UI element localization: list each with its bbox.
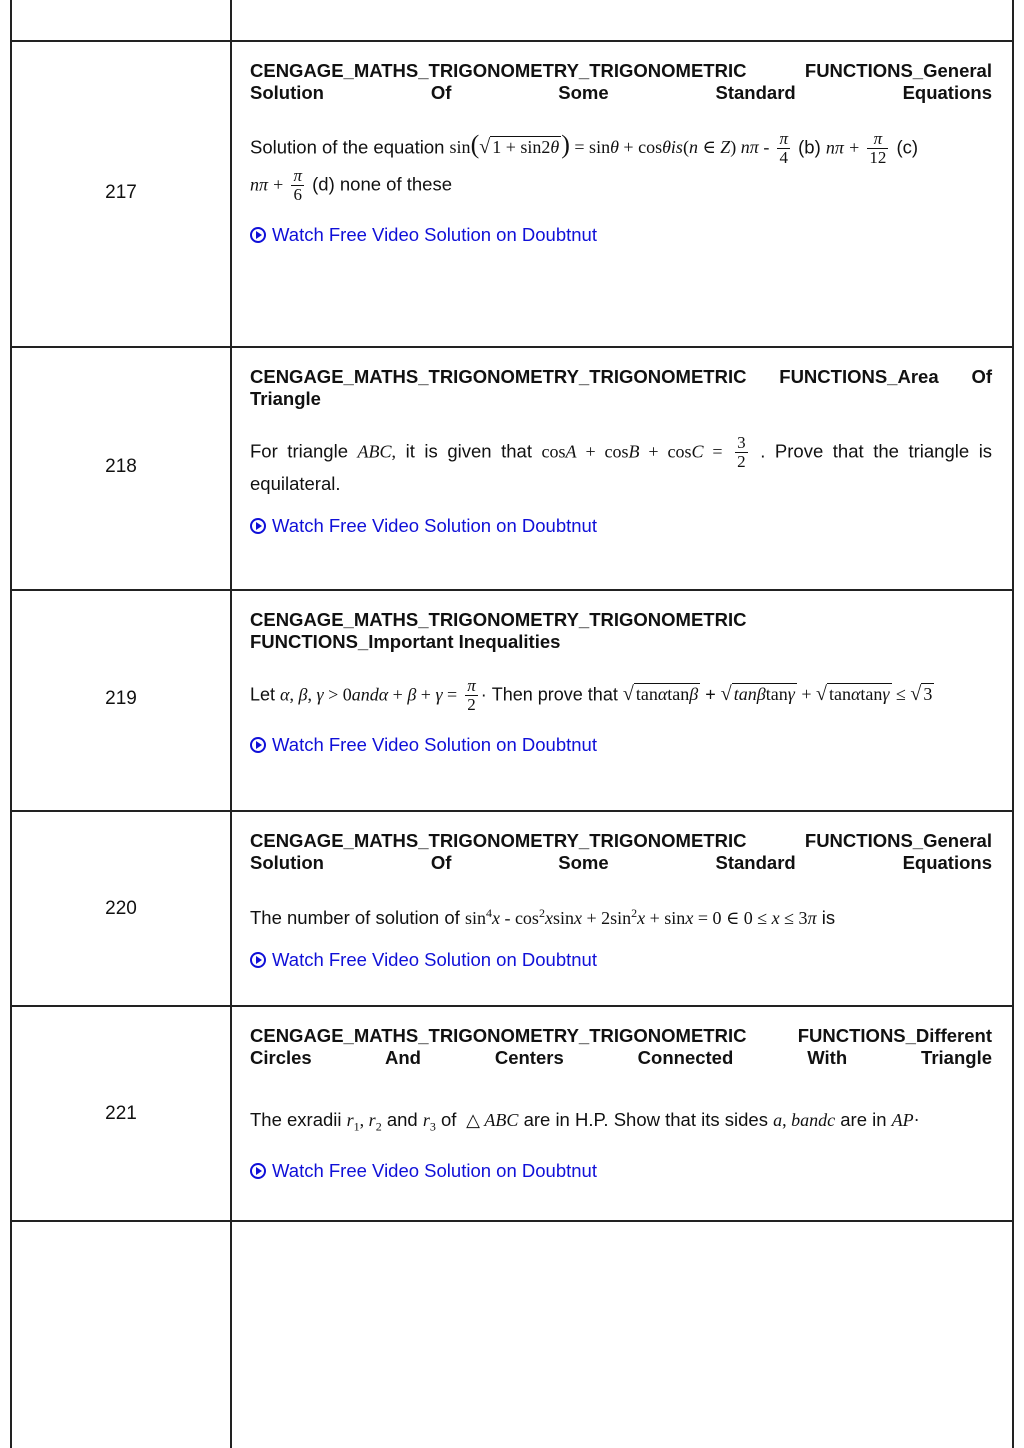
- math-fraction: $\frac{\pi}{6}$: [293, 166, 302, 204]
- math-fraction: $\frac{\pi}{4}$: [779, 129, 788, 167]
- option-c-label: (c): [896, 136, 919, 158]
- question-number: 218: [105, 456, 137, 477]
- question-cell: [250, 366, 992, 537]
- math-fraction: $\frac{\pi}{2}$: [467, 676, 476, 714]
- math-expression: AP·: [891, 1110, 920, 1130]
- question-lead: The exradii: [250, 1109, 342, 1130]
- question-cell: [250, 830, 992, 971]
- table-border-right: [1012, 0, 1014, 1448]
- question-of: of: [441, 1109, 457, 1130]
- table-row: [12, 42, 1012, 346]
- question-lead: Solution of the equation: [250, 136, 445, 158]
- math-expression: ABC: [357, 441, 392, 462]
- watch-video-link[interactable]: [250, 224, 992, 246]
- question-tail: . Prove that the triangle is equilateral.: [250, 440, 993, 494]
- question-mid: are in H.P. Show that its sides: [523, 1109, 768, 1130]
- math-expression: sin(√ 1 + sin2θ) = sinθ + cosθis(n ∈ Z) nπ -: [449, 130, 770, 160]
- question-mid: it is given that: [405, 440, 532, 462]
- table-row: [12, 812, 1012, 1005]
- option-b-label: (b): [798, 136, 821, 158]
- watch-video-label: Watch Free Video Solution on Doubtnut: [272, 224, 597, 245]
- math-expression: √ tanβtanγ + √ tanαtanγ ≤ √ 3: [720, 683, 933, 706]
- watch-video-label: Watch Free Video Solution on Doubtnut: [272, 949, 597, 970]
- question-number: 217: [105, 182, 137, 203]
- math-expression: α, β, γ > 0andα + β + γ =: [280, 684, 458, 705]
- watch-video-link[interactable]: [250, 515, 992, 537]
- question-text: For triangle ABC, it is given that cosA + cosB + cosC = $\frac{3}{2}$ . Prove that the triangle is equilateral.: [250, 433, 993, 494]
- question-text: [250, 900, 992, 931]
- question-text: [250, 1107, 992, 1140]
- table-row: [12, 348, 1012, 589]
- math-expression: $r_3$: [422, 1110, 436, 1134]
- play-circle-icon: [250, 518, 266, 534]
- math-expression: $\sin^4x - \cos^2xsinx + 2\sin^2x + \sin x = 0$ ∈ 0 ≤ x ≤ 3π: [464, 906, 817, 928]
- math-expression: nπ: [825, 137, 844, 158]
- question-title: CENGAGE_MATHS_TRIGONOMETRY_TRIGONOMETRIC FUNCTIONS_Important Inequalities: [250, 609, 747, 652]
- math-expression: $r_1$, $r_2$: [346, 1110, 382, 1134]
- play-circle-icon: [250, 737, 266, 753]
- question-lead: Let: [250, 684, 276, 705]
- question-number: 219: [105, 688, 137, 709]
- math-expression: √ tanαtanβ: [622, 683, 699, 706]
- question-cell: [250, 1025, 992, 1182]
- math-expression: a, bandc: [773, 1110, 836, 1130]
- math-expression: △ ABC: [461, 1110, 519, 1130]
- question-lead: The number of solution of: [250, 907, 460, 928]
- question-title: CENGAGE_MATHS_TRIGONOMETRY_TRIGONOMETRIC FUNCTIONS_General Solution Of Some Standard Equations: [250, 830, 992, 873]
- play-circle-icon: [250, 227, 266, 243]
- row-divider: [10, 1220, 1014, 1222]
- watch-video-link[interactable]: [250, 949, 992, 971]
- math-fraction: $\frac{3}{2}$: [737, 433, 746, 471]
- play-circle-icon: [250, 952, 266, 968]
- question-lead: For triangle: [250, 440, 348, 462]
- question-title: CENGAGE_MATHS_TRIGONOMETRY_TRIGONOMETRIC FUNCTIONS_Different Circles And Centers Connected With Triangle: [250, 1025, 992, 1068]
- watch-video-label: Watch Free Video Solution on Doubtnut: [272, 515, 597, 536]
- question-title: CENGAGE_MATHS_TRIGONOMETRY_TRIGONOMETRIC FUNCTIONS_General Solution Of Some Standard Equations: [250, 60, 992, 103]
- watch-video-link[interactable]: [250, 1160, 992, 1182]
- question-tail: is: [821, 907, 836, 928]
- question-number: 220: [105, 898, 137, 919]
- table-row: [12, 591, 1012, 810]
- math-fraction: $\frac{\pi}{12}$: [869, 129, 887, 167]
- question-and: and: [386, 1109, 418, 1130]
- question-number: 221: [105, 1103, 137, 1124]
- question-cell: [250, 60, 992, 246]
- question-text: Let α, β, γ > 0andα + β + γ = $\frac{\pi}{2}$ · Then prove that √ tanαtanβ + √ tanβtanγ + √ tanαtanγ ≤ √ 3: [250, 676, 933, 714]
- question-title: CENGAGE_MATHS_TRIGONOMETRY_TRIGONOMETRIC FUNCTIONS_Area Of Triangle: [250, 366, 992, 409]
- question-tail: are in: [840, 1109, 887, 1130]
- math-expression: cosA + cosB + cosC =: [541, 441, 723, 462]
- watch-video-link[interactable]: [250, 734, 992, 756]
- math-expression: nπ: [250, 174, 269, 195]
- watch-video-label: Watch Free Video Solution on Doubtnut: [272, 1159, 597, 1181]
- table-row: [12, 1007, 1012, 1220]
- question-text: Solution of the equation sin(√ 1 + sin2θ) = sinθ + cosθis(n ∈ Z) nπ - $\frac{\pi}{4}$ (b) nπ + $\frac{\pi}{12}$ (c) nπ + $\frac{\pi}{6}$ (d) none of these: [250, 129, 919, 204]
- play-circle-icon: [250, 1163, 266, 1179]
- option-d-label: (d) none of these: [312, 173, 453, 195]
- watch-video-label: Watch Free Video Solution on Doubtnut: [272, 734, 597, 755]
- question-mid: Then prove that: [491, 684, 618, 705]
- question-cell: [250, 609, 992, 756]
